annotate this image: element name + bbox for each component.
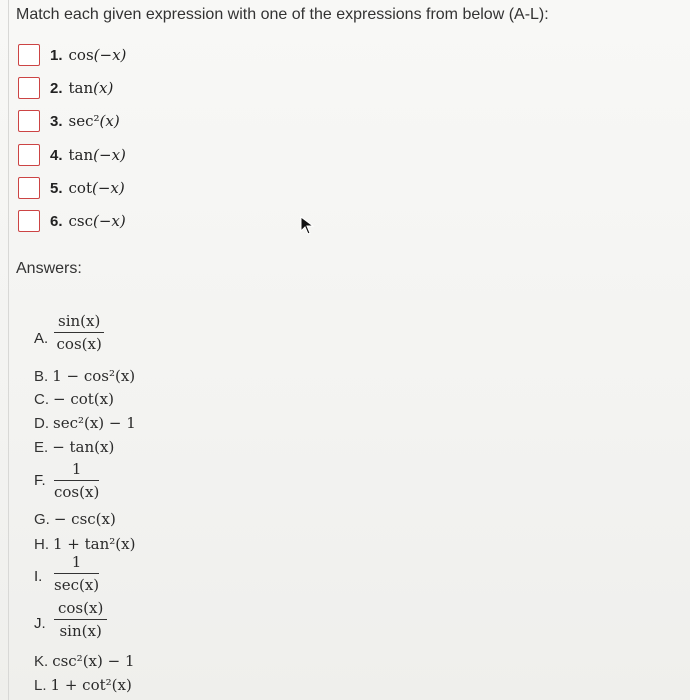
answer-l: L. 1 + cot²(x)	[34, 676, 132, 694]
answer-e: E. − tan(x)	[34, 438, 115, 456]
answer-a-numerator: sin(x)	[58, 312, 101, 330]
answer-k: K. csc²(x) − 1	[34, 652, 135, 670]
answer-j-denominator: sin(x)	[59, 622, 102, 640]
answer-h: H. 1 + tan²(x)	[34, 535, 136, 553]
answer-i-fraction	[54, 553, 99, 594]
answer-c: C. − cot(x)	[34, 390, 114, 408]
match-item-5	[18, 171, 126, 204]
match-item-2	[18, 71, 126, 104]
answer-a-fraction	[54, 312, 104, 353]
answer-input-box-6[interactable]	[18, 210, 40, 232]
answer-input-box-5[interactable]	[18, 177, 40, 199]
answer-j-fraction	[54, 599, 107, 640]
answer-g: G. − csc(x)	[34, 510, 116, 528]
answer-input-box-1[interactable]	[18, 44, 40, 66]
answer-j-label: J.	[34, 615, 46, 632]
answer-f-fraction	[54, 460, 99, 501]
mouse-pointer-icon	[300, 216, 318, 236]
item-expression-5: 5. cot(−x)	[50, 178, 125, 197]
answer-d: D. sec²(x) − 1	[34, 414, 136, 432]
item-expression-6: 6. csc(−x)	[50, 212, 126, 231]
answer-f-label: F.	[34, 472, 46, 489]
answer-j-numerator: cos(x)	[58, 599, 104, 617]
answer-input-box-4[interactable]	[18, 144, 40, 166]
question-prompt: Match each given expression with one of the expressions from below (A-L):	[16, 6, 549, 23]
item-expression-4: 4. tan(−x)	[50, 145, 126, 164]
answer-input-box-3[interactable]	[18, 110, 40, 132]
match-item-3	[18, 105, 126, 138]
answer-b: B. 1 − cos²(x)	[34, 367, 136, 385]
item-expression-1: 1. cos(−x)	[50, 45, 127, 64]
answer-a-denominator: cos(x)	[56, 335, 102, 353]
answer-i-label: I.	[34, 568, 43, 585]
item-expression-2: 2. tan(x)	[50, 78, 114, 97]
answers-heading: Answers:	[16, 260, 82, 277]
answer-f-numerator: 1	[71, 460, 82, 478]
answer-i-numerator: 1	[71, 553, 82, 571]
item-expression-3: 3. sec²(x)	[50, 112, 120, 131]
answer-f-denominator: cos(x)	[54, 483, 100, 501]
left-divider	[8, 0, 9, 700]
answer-i-denominator: sec(x)	[54, 576, 100, 594]
match-item-6	[18, 204, 126, 237]
answer-input-box-2[interactable]	[18, 77, 40, 99]
match-item-4	[18, 138, 126, 171]
match-item-1	[18, 38, 126, 71]
answer-a-label: A.	[34, 330, 49, 347]
match-items-list	[18, 38, 126, 238]
